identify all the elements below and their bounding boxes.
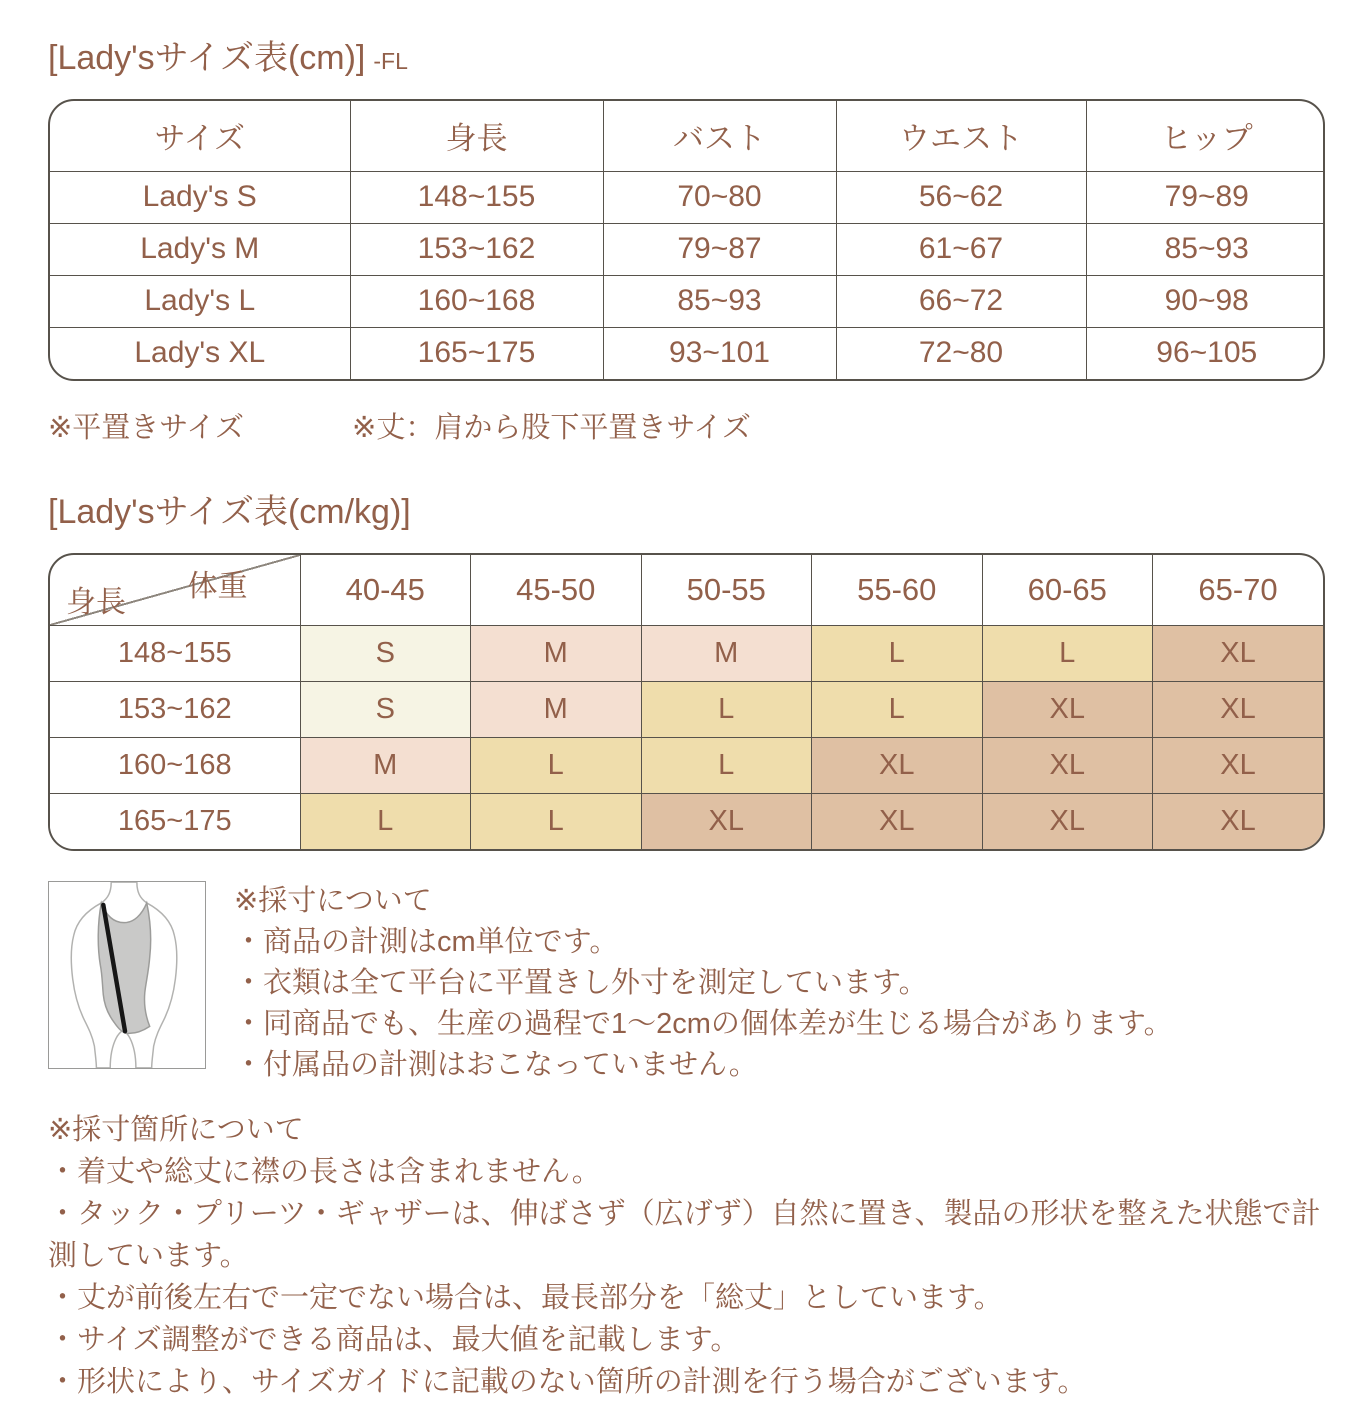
size-value-cell: 93~101: [603, 327, 836, 379]
recommended-size-cell-l: L: [300, 793, 471, 849]
recommended-size-cell-s: S: [300, 625, 471, 681]
page-title: [48, 30, 1325, 79]
recommended-size-cell-xl: XL: [982, 793, 1153, 849]
recommended-size-cell-m: M: [641, 625, 812, 681]
size-table-column-header: サイズ: [50, 101, 350, 171]
size-table-column-header: 身長: [350, 101, 603, 171]
length-measure-note: ※丈：肩から股下平置きサイズ: [352, 412, 752, 444]
size-value-cell: 66~72: [836, 275, 1086, 327]
recommended-size-cell-m: M: [471, 681, 642, 737]
leotard-figure-icon: [49, 882, 205, 1068]
recommended-size-cell-xl: XL: [1153, 737, 1324, 793]
matrix-header-row: [50, 555, 1323, 625]
size-name-cell: Lady's M: [50, 223, 350, 275]
size-value-cell: 70~80: [603, 171, 836, 223]
recommended-size-cell-xl: XL: [1153, 681, 1324, 737]
measurement-notes-list: [234, 922, 1173, 1086]
size-value-cell: 61~67: [836, 223, 1086, 275]
size-value-cell: 79~87: [603, 223, 836, 275]
recommended-size-cell-s: S: [300, 681, 471, 737]
recommended-size-cell-xl: XL: [641, 793, 812, 849]
recommended-size-cell-l: L: [982, 625, 1153, 681]
size-value-cell: 79~89: [1086, 171, 1325, 223]
recommended-size-cell-m: M: [471, 625, 642, 681]
height-axis-label: 身長: [66, 585, 126, 619]
measurement-notes-heading: ※採寸について: [234, 885, 432, 917]
matrix-title: [Lady'sサイズ表(cm/kg)]: [48, 493, 411, 531]
size-value-cell: 96~105: [1086, 327, 1325, 379]
height-range-cell: 160~168: [50, 737, 300, 793]
height-range-cell: 148~155: [50, 625, 300, 681]
weight-range-header: 50-55: [641, 555, 812, 625]
measure-note-item: ・商品の計測はcm単位です。: [234, 926, 619, 958]
height-range-cell: 153~162: [50, 681, 300, 737]
measurement-notes: [234, 881, 1173, 1086]
spot-notes-heading: ※採寸箇所について: [48, 1114, 304, 1146]
matrix-row: [50, 681, 1323, 737]
size-table-row: [50, 171, 1325, 223]
weight-height-matrix: [48, 553, 1325, 851]
recommended-size-cell-xl: XL: [812, 793, 983, 849]
size-value-cell: 56~62: [836, 171, 1086, 223]
size-table-row: [50, 275, 1325, 327]
size-table: [50, 101, 1325, 379]
size-value-cell: 148~155: [350, 171, 603, 223]
size-value-cell: 153~162: [350, 223, 603, 275]
height-range-cell: 165~175: [50, 793, 300, 849]
weight-axis-label: 体重: [187, 570, 248, 603]
recommended-size-cell-xl: XL: [982, 737, 1153, 793]
page-title-main: [Lady'sサイズ表(cm)]: [48, 39, 366, 77]
recommended-size-cell-xl: XL: [812, 737, 983, 793]
matrix-table: [50, 555, 1323, 849]
weight-range-header: 45-50: [471, 555, 642, 625]
size-table-header-row: [50, 101, 1325, 171]
spot-note-item: ・丈が前後左右で一定でない場合は、最長部分を「総丈」としています。: [48, 1282, 1003, 1314]
recommended-size-cell-l: L: [641, 681, 812, 737]
flat-size-note: ※平置きサイズ: [48, 412, 244, 444]
measure-note-item: ・付属品の計測はおこなっていません。: [234, 1049, 758, 1081]
measurement-info-section: [48, 881, 1325, 1086]
weight-range-header: 65-70: [1153, 555, 1324, 625]
size-table-row: [50, 327, 1325, 379]
recommended-size-cell-l: L: [812, 625, 983, 681]
spot-notes-list: [48, 1151, 1325, 1403]
size-value-cell: 160~168: [350, 275, 603, 327]
recommended-size-cell-xl: XL: [1153, 625, 1324, 681]
matrix-row: [50, 625, 1323, 681]
recommended-size-cell-l: L: [471, 793, 642, 849]
size-value-cell: 85~93: [1086, 223, 1325, 275]
size-value-cell: 85~93: [603, 275, 836, 327]
page-title-suffix: -FL: [373, 48, 408, 74]
weight-range-header: 55-60: [812, 555, 983, 625]
size-name-cell: Lady's XL: [50, 327, 350, 379]
recommended-size-cell-l: L: [471, 737, 642, 793]
spot-note-item: ・タック・プリーツ・ギャザーは、伸ばさず（広げず）自然に置き、製品の形状を整えた状態で計測しています。: [48, 1198, 1321, 1272]
recommended-size-cell-xl: XL: [982, 681, 1153, 737]
weight-range-header: 40-45: [300, 555, 471, 625]
size-table-row: [50, 223, 1325, 275]
size-value-cell: 72~80: [836, 327, 1086, 379]
weight-range-header: 60-65: [982, 555, 1153, 625]
spot-note-item: ・形状により、サイズガイドに記載のない箇所の計測を行う場合がございます。: [48, 1366, 1087, 1398]
recommended-size-cell-m: M: [300, 737, 471, 793]
size-value-cell: 90~98: [1086, 275, 1325, 327]
lady-size-table: [48, 99, 1325, 381]
recommended-size-cell-xl: XL: [1153, 793, 1324, 849]
size-table-column-header: ヒップ: [1086, 101, 1325, 171]
size-value-cell: 165~175: [350, 327, 603, 379]
measurement-spot-notes: [48, 1110, 1325, 1403]
size-name-cell: Lady's S: [50, 171, 350, 223]
matrix-corner-cell: [50, 555, 300, 625]
recommended-size-cell-l: L: [812, 681, 983, 737]
size-table-column-header: バスト: [603, 101, 836, 171]
body-measurement-illustration: [48, 881, 206, 1069]
matrix-row: [50, 793, 1323, 849]
size-table-column-header: ウエスト: [836, 101, 1086, 171]
measure-note-item: ・衣類は全て平台に平置きし外寸を測定しています。: [234, 967, 928, 999]
measure-note-item: ・同商品でも、生産の過程で1〜2cmの個体差が生じる場合があります。: [234, 1008, 1173, 1040]
size-name-cell: Lady's L: [50, 275, 350, 327]
flat-size-notes: [48, 405, 1325, 446]
matrix-row: [50, 737, 1323, 793]
spot-note-item: ・サイズ調整ができる商品は、最大値を記載します。: [48, 1324, 740, 1356]
spot-note-item: ・着丈や総丈に襟の長さは含まれません。: [48, 1156, 601, 1188]
recommended-size-cell-l: L: [641, 737, 812, 793]
